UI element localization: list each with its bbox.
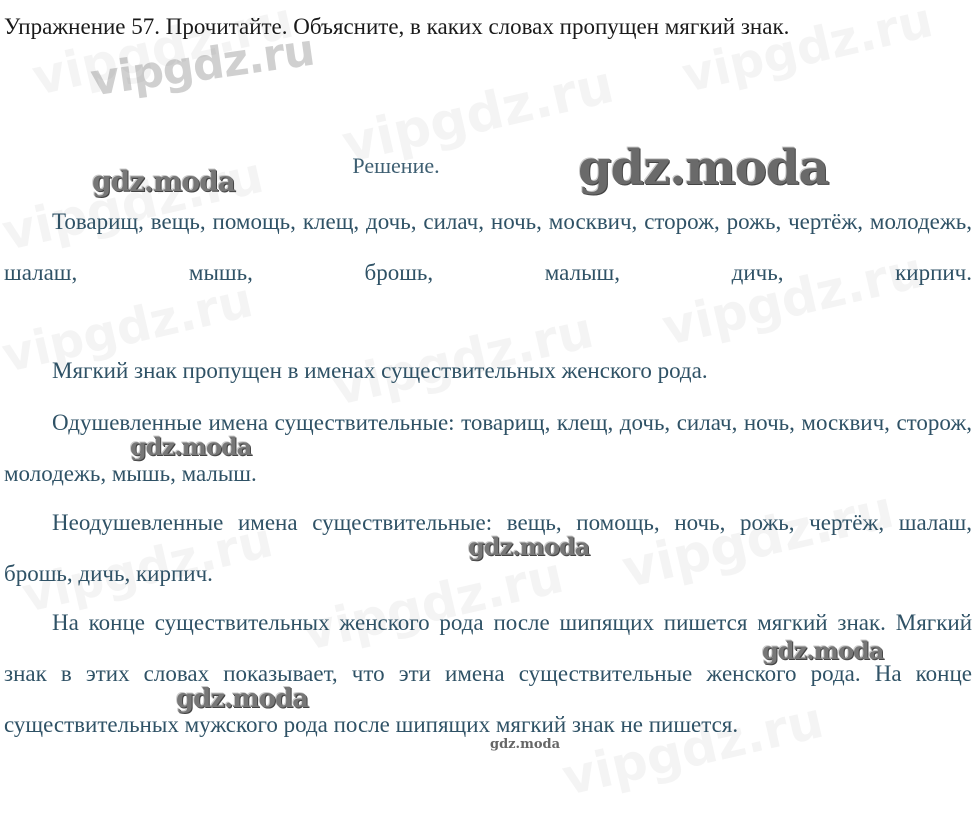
word-list: Товарищ, вещь, помощь, клещ, дочь, силач, ночь, москвич, сторож, рожь, чертёж, молодежь, шалаш, мышь, брошь, малыш, дичь, кирпич. <box>4 209 972 285</box>
solution-paragraph: На конце существительных женского рода после шипящих пишется мягкий знак. Мягкий знак в этих словах показывает, что эти имена существительные женского рода. На конце существительных мужского рода после шипящих мягкий знак не пишется. <box>4 610 972 737</box>
watermark-gdz-moda: gdz.moda <box>762 636 884 665</box>
solution-paragraph: Неодушевленные имена существительные: вещь, помощь, ночь, рожь, чертёж, шалаш, брошь, дичь, кирпич. <box>4 510 972 586</box>
watermark-gdz-moda: gdz.moda <box>468 532 590 561</box>
solution-paragraph: Одушевленные имена существительные: товарищ, клещ, дочь, силач, ночь, москвич, сторож, молодежь, мышь, малыш. <box>4 410 972 486</box>
solution-paragraph: Мягкий знак пропущен в именах существительных женского рода. <box>52 358 708 383</box>
task-statement: Упражнение 57. Прочитайте. Объясните, в каких словах пропущен мягкий знак. <box>4 14 790 39</box>
watermark-gdz-moda: gdz.moda <box>578 140 829 196</box>
watermark-gdz-moda: gdz.moda <box>130 432 252 461</box>
watermark-vipgdz: vipgdz.ru <box>87 24 318 107</box>
solution-heading: Решение. <box>352 153 440 178</box>
watermark-gdz-moda: gdz.moda <box>490 737 561 752</box>
watermark-gdz-moda: gdz.moda <box>176 684 309 714</box>
watermark-gdz-moda: gdz.moda <box>92 165 235 198</box>
